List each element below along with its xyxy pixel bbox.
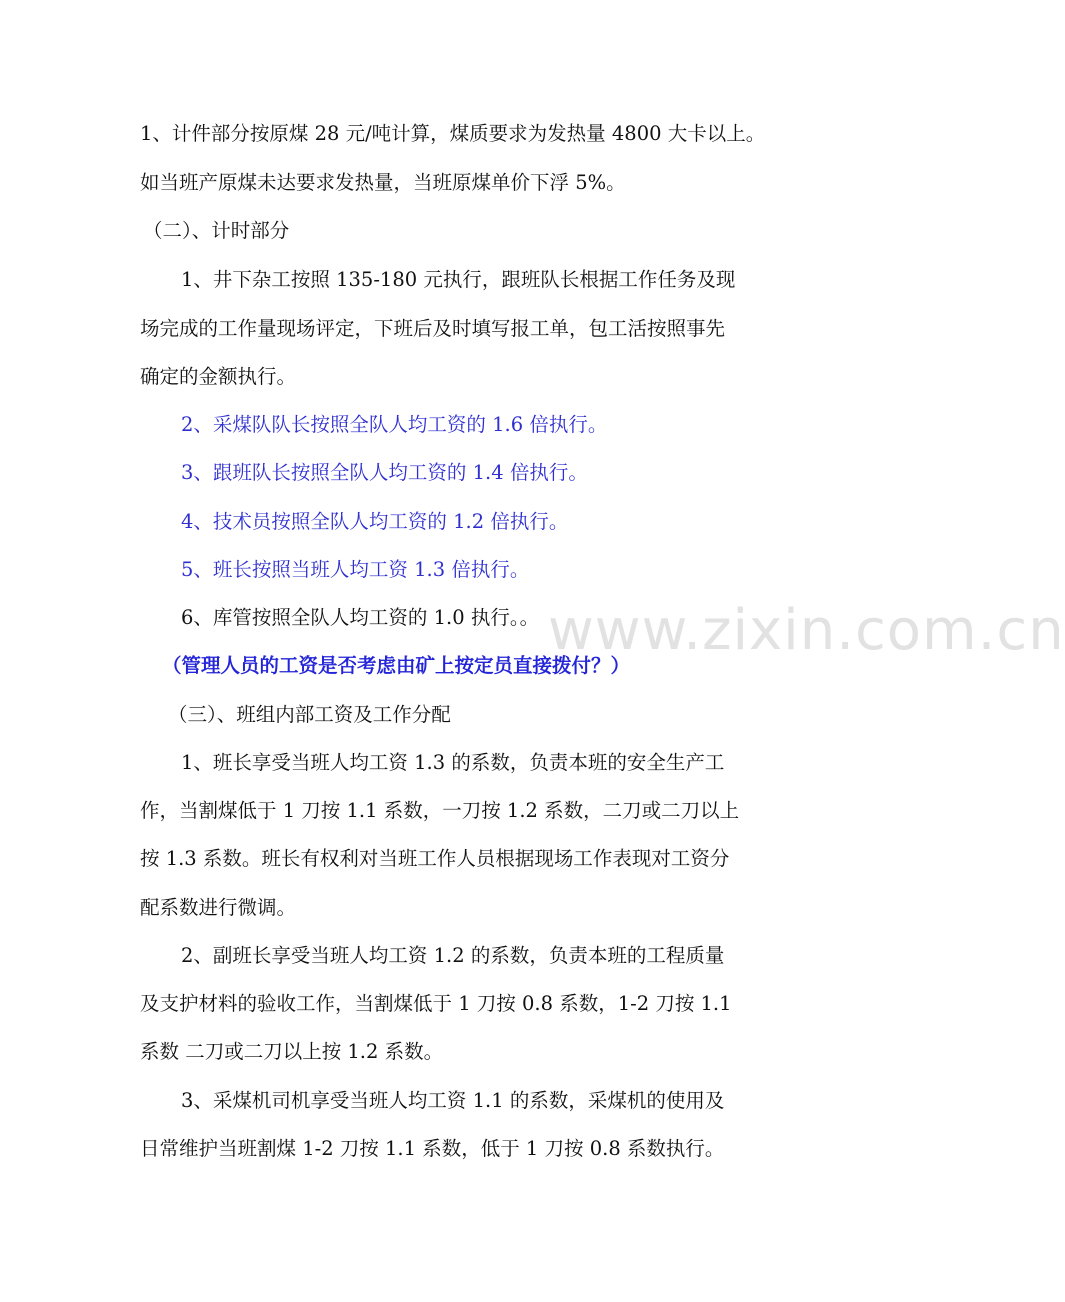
paragraph-line: 1、计件部分按原煤 28 元/吨计算，煤质要求为发热量 4800 大卡以上。: [140, 122, 766, 145]
paragraph-line: 确定的金额执行。: [140, 365, 297, 388]
paragraph-line: 4、技术员按照全队人均工资的 1.2 倍执行。: [181, 510, 569, 533]
paragraph-line: 3、采煤机司机享受当班人均工资 1.1 的系数，采煤机的使用及: [181, 1089, 725, 1112]
paragraph-line: 6、库管按照全队人均工资的 1.0 执行。。: [181, 606, 540, 629]
paragraph-line: 3、跟班队长按照全队人均工资的 1.4 倍执行。: [181, 461, 588, 484]
paragraph-line: 1、井下杂工按照 135-180 元执行，跟班队长根据工作任务及现: [181, 268, 736, 291]
paragraph-line: 日常维护当班割煤 1-2 刀按 1.1 系数，低于 1 刀按 0.8 系数执行。: [140, 1137, 725, 1160]
paragraph-line: 按 1.3 系数。班长有权利对当班工作人员根据现场工作表现对工资分: [140, 847, 730, 870]
section-heading: （二）、计时部分: [143, 219, 290, 242]
paragraph-line: 2、采煤队队长按照全队人均工资的 1.6 倍执行。: [181, 413, 608, 436]
paragraph-line: 如当班产原煤未达要求发热量，当班原煤单价下浮 5%。: [140, 171, 626, 194]
paragraph-line: 及支护材料的验收工作，当割煤低于 1 刀按 0.8 系数，1-2 刀按 1.1: [140, 992, 732, 1015]
highlighted-note: （管理人员的工资是否考虑由矿上按定员直接拨付？）: [162, 654, 631, 677]
paragraph-line: 1、班长享受当班人均工资 1.3 的系数，负责本班的安全生产工: [181, 751, 725, 774]
paragraph-line: 场完成的工作量现场评定，下班后及时填写报工单，包工活按照事先: [140, 317, 726, 340]
watermark: www.zixin.com.cn: [548, 598, 1065, 663]
paragraph-line: 5、班长按照当班人均工资 1.3 倍执行。: [181, 558, 530, 581]
section-heading: （三）、班组内部工资及工作分配: [168, 703, 451, 726]
paragraph-line: 2、副班长享受当班人均工资 1.2 的系数，负责本班的工程质量: [181, 944, 725, 967]
paragraph-line: 系数 二刀或二刀以上按 1.2 系数。: [140, 1040, 444, 1063]
paragraph-line: 作，当割煤低于 1 刀按 1.1 系数，一刀按 1.2 系数，二刀或二刀以上: [140, 799, 740, 822]
paragraph-line: 配系数进行微调。: [140, 896, 297, 919]
